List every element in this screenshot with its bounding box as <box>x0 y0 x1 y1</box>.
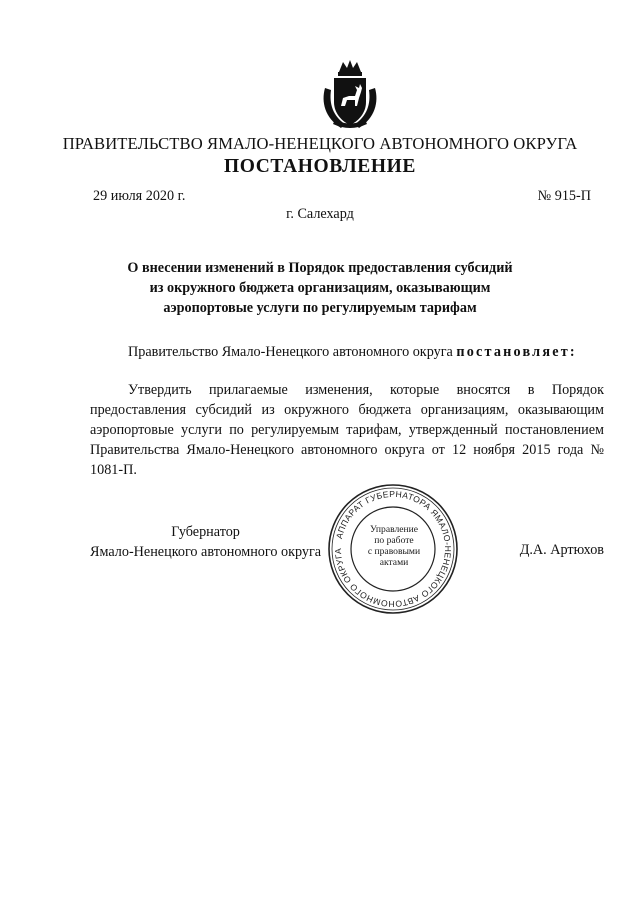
signatory-title <box>90 522 321 562</box>
document-city: г. Салехард <box>286 206 354 222</box>
stamp-inner-line: с правовыми <box>367 546 421 557</box>
signatory-title-line: Ямало-Ненецкого автономного округа <box>90 544 322 560</box>
coat-of-arms-emblem <box>319 58 381 132</box>
body-paragraph: Утвердить прилагаемые изменения, которые вносятся в Порядок предоставления субсидий из окружного бюджета организациям, оказывающим аэропортовые услуги по регулируемым тарифам, утвержденный постановлением Правительства Ямало-Ненецкого автономного округа от 12 ноября 2015 года № 1081-П. <box>90 382 604 478</box>
document-date: 29 июля 2020 г. <box>93 188 186 204</box>
subject-line: из окружного бюджета организациям, оказывающим <box>149 280 491 296</box>
document-number: № 915-П <box>537 188 591 204</box>
stamp-inner-line: Управление <box>369 524 419 535</box>
subject-line: О внесении изменений в Порядок предоставления субсидий <box>127 260 513 276</box>
preamble <box>128 344 577 361</box>
document-subject <box>120 258 520 318</box>
organization-name: ПРАВИТЕЛЬСТВО ЯМАЛО-НЕНЕЦКОГО АВТОНОМНОГО ОКРУГА <box>62 134 578 153</box>
signatory-title-line: Губернатор <box>171 524 240 540</box>
preamble-verb: постановляет: <box>456 344 577 360</box>
stamp-inner-line: актами <box>379 557 409 568</box>
preamble-text: Правительство Ямало-Ненецкого автономного округа <box>128 344 457 360</box>
svg-text:АППАРАТ ГУБЕРНАТОРА ЯМАЛО-НЕНЕ: АППАРАТ ГУБЕРНАТОРА ЯМАЛО-НЕНЕЦКОГО АВТОНОМНОГО ОКРУГА <box>332 488 454 610</box>
subject-line: аэропортовые услуги по регулируемым тарифам <box>163 300 477 316</box>
stamp-inner-text <box>362 524 426 568</box>
document-type: ПОСТАНОВЛЕНИЕ <box>223 156 417 177</box>
signatory-name: Д.А. Артюхов <box>519 542 604 558</box>
stamp-inner-line: по работе <box>374 535 414 546</box>
